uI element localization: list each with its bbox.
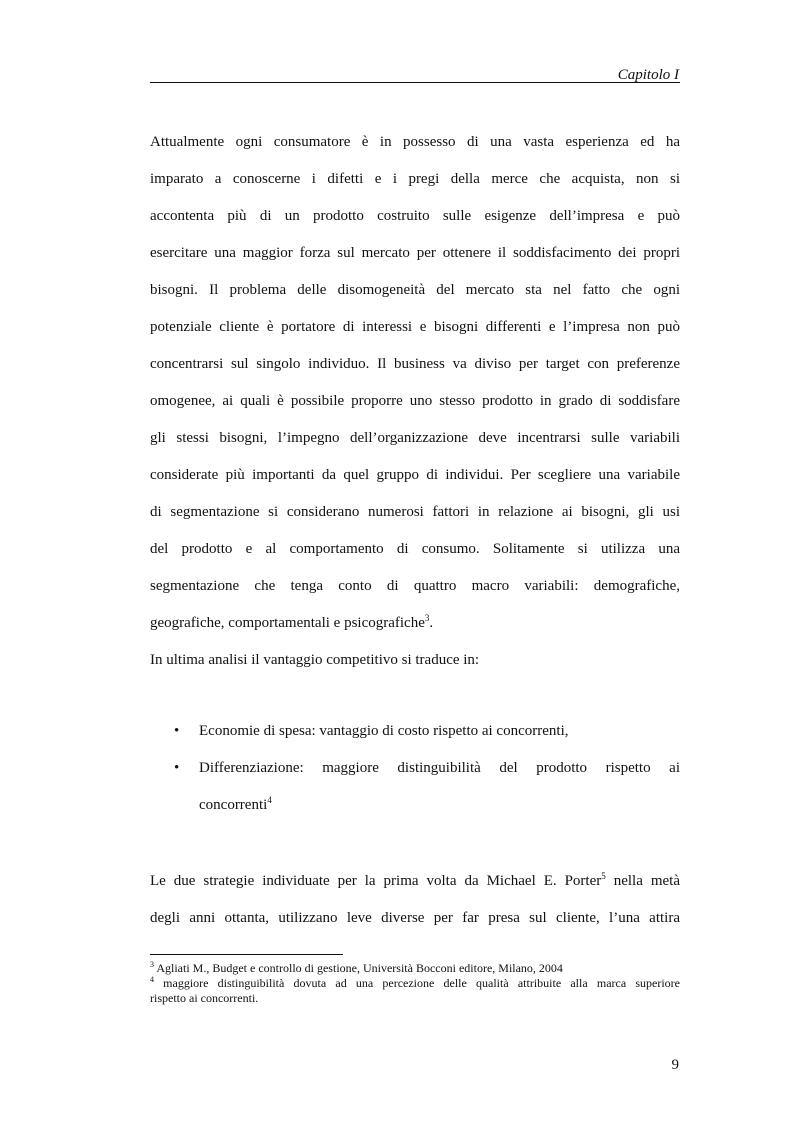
running-header: Capitolo I (617, 67, 679, 83)
paragraph-1-line: omogenee, ai quali è possibile proporre uno stesso prodotto in grado di soddisfare (150, 393, 680, 409)
footnote-4 (150, 976, 680, 991)
footnote-ref-5[interactable]: 5 (601, 871, 606, 881)
paragraph-1 (150, 124, 680, 679)
list-item-text-end: concorrenti (199, 797, 268, 813)
list-item (150, 713, 680, 750)
paragraph-1-last-punct: . (429, 615, 434, 631)
paragraph-1-line: accontenta più di un prodotto costruito sulle esigenze dell’impresa e può (150, 208, 680, 224)
advantage-list (150, 713, 680, 824)
header-rule (150, 82, 680, 83)
bullet-icon: • (174, 723, 180, 739)
paragraph-1-line: segmentazione che tenga conto di quattro macro variabili: demografiche, (150, 578, 680, 594)
list-item (150, 750, 680, 824)
paragraph-1-line: esercitare una maggior forza sul mercato per ottenere il soddisfacimento dei propri (150, 245, 680, 261)
paragraph-2 (150, 863, 680, 937)
footnote-ref-4[interactable]: 4 (267, 795, 272, 805)
footnote-number: 3 (150, 960, 154, 969)
page-number: 9 (671, 1057, 679, 1073)
paragraph-2-text-b: nella metà (605, 873, 680, 889)
footnotes (150, 961, 680, 1006)
paragraph-1-line: bisogni. Il problema delle disomogeneità del mercato sta nel fatto che ogni (150, 282, 680, 298)
intro-line: In ultima analisi il vantaggio competitivo si traduce in: (150, 652, 480, 668)
paragraph-1-line: gli stessi bisogni, l’impegno dell’organizzazione deve incentrarsi sulle variabili (150, 430, 680, 446)
footnote-4-cont: rispetto ai concorrenti. (150, 991, 259, 1005)
paragraph-1-line: potenziale cliente è portatore di interessi e bisogni differenti e l’impresa non può (150, 319, 680, 335)
paragraph-2-line (150, 863, 680, 900)
bullet-icon: • (174, 760, 180, 776)
footnote-text: Agliati M., Budget e controllo di gestione, Università Bocconi editore, Milano, 2004 (154, 961, 563, 975)
paragraph-2-text-a: Le due strategie individuate per la prima volta da Michael E. Porter (150, 873, 602, 889)
footnote-text: maggiore distinguibilità dovuta ad una percezione delle qualità attribuite alla marca superiore (154, 976, 680, 990)
list-item-text: Economie di spesa: vantaggio di costo rispetto ai concorrenti, (199, 723, 569, 739)
paragraph-1-line: Attualmente ogni consumatore è in possesso di una vasta esperienza ed ha (150, 134, 680, 150)
list-item-text: Differenziazione: maggiore distinguibilità del prodotto rispetto ai (199, 760, 680, 776)
footnote-3 (150, 961, 680, 976)
paragraph-1-line: del prodotto e al comportamento di consumo. Solitamente si utilizza una (150, 541, 680, 557)
paragraph-1-line: di segmentazione si considerano numerosi fattori in relazione ai bisogni, gli usi (150, 504, 680, 520)
paragraph-1-last-line (150, 605, 680, 642)
paragraph-1-line: imparato a conoscerne i difetti e i pregi della merce che acquista, non si (150, 171, 680, 187)
footnote-ref-3[interactable]: 3 (424, 613, 430, 623)
paragraph-1-line: concentrarsi sul singolo individuo. Il business va diviso per target con preferenze (150, 356, 680, 372)
paragraph-1-line: considerate più importanti da quel gruppo di individui. Per scegliere una variabile (150, 467, 680, 483)
paragraph-2-line: degli anni ottanta, utilizzano leve diverse per far presa sul cliente, l’una attira (150, 910, 680, 926)
paragraph-1-last-text: geografiche, comportamentali e psicografiche (150, 615, 425, 631)
footnote-separator (150, 954, 343, 955)
footnote-number: 4 (150, 975, 154, 984)
list-item-text-cont (199, 787, 680, 824)
